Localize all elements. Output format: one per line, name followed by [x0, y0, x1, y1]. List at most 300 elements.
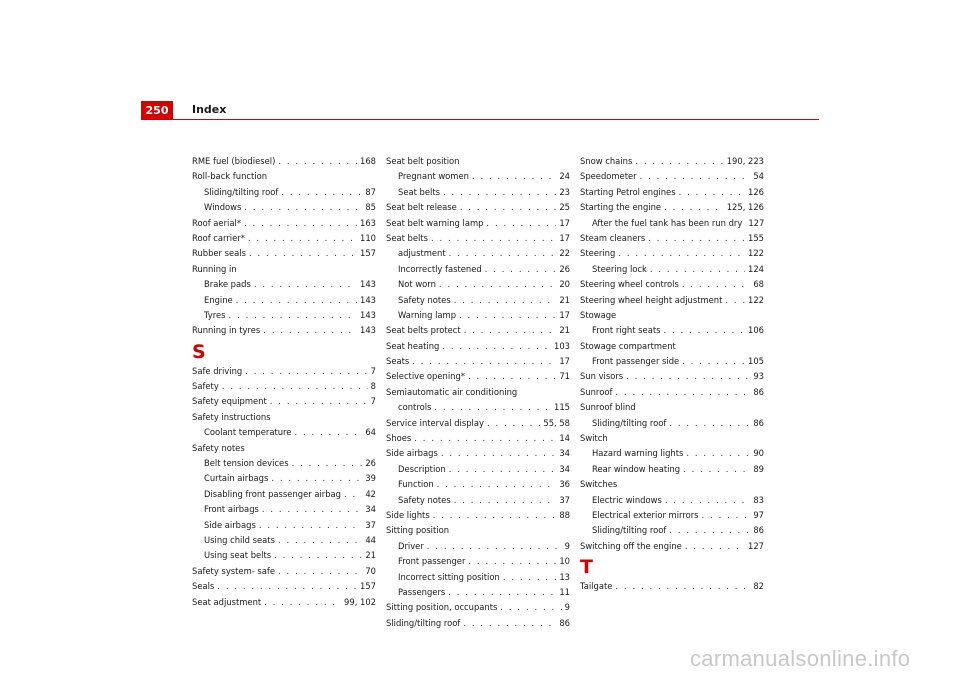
dot-leader [725, 293, 745, 308]
dot-leader [292, 456, 363, 471]
dot-leader [500, 600, 561, 615]
index-page-ref: 68 [753, 279, 764, 290]
index-entry [386, 323, 570, 338]
index-page-ref: 7 [370, 365, 376, 376]
dot-leader [222, 379, 368, 394]
index-entry [192, 379, 376, 394]
index-term: Roof aerial* [192, 217, 242, 228]
page-number: 250 [145, 103, 169, 117]
index-entry [192, 308, 376, 323]
index-page-ref: 17 [559, 356, 570, 367]
index-page-ref: 89 [753, 463, 764, 474]
index-term: Hazard warning lights [592, 448, 684, 459]
index-term: Steering wheel height adjustment [580, 294, 723, 305]
index-page-ref: 82 [753, 581, 764, 592]
index-entry [192, 471, 376, 486]
index-page-ref: 127 [748, 540, 764, 551]
index-entry [580, 169, 764, 184]
index-entry [386, 539, 570, 554]
index-entry [580, 246, 764, 261]
dot-leader [229, 308, 357, 323]
index-page-ref: 87 [365, 186, 376, 197]
dot-leader [278, 533, 362, 548]
index-page-ref: 34 [365, 504, 376, 515]
index-page-ref: 143 [360, 309, 376, 320]
index-entry [580, 431, 764, 446]
index-entry [580, 385, 764, 400]
index-entry [386, 308, 570, 323]
index-term: Running in tyres [192, 325, 261, 336]
index-page-ref: 21 [559, 294, 570, 305]
index-entry [386, 231, 570, 246]
index-entry [386, 493, 570, 508]
index-term: Rear window heating [592, 463, 681, 474]
index-term: Stowage compartment [580, 340, 676, 351]
index-entry [192, 154, 376, 169]
index-term: Sunroof [580, 386, 613, 397]
index-term: Semiautomatic air conditioning [386, 386, 518, 397]
dot-leader [682, 277, 751, 292]
index-term: Running in [192, 263, 237, 274]
index-page-ref: 25 [559, 202, 570, 213]
index-term: Speedometer [580, 171, 637, 182]
index-page-ref: 126 [748, 186, 764, 197]
index-page-ref: 11 [559, 586, 570, 597]
index-entry [192, 323, 376, 338]
dot-leader [264, 595, 341, 610]
dot-leader [441, 446, 557, 461]
dot-leader [468, 369, 556, 384]
dot-leader [464, 323, 557, 338]
index-entry [192, 533, 376, 548]
index-entry [386, 216, 570, 231]
dot-leader [431, 231, 556, 246]
index-term: Not worn [398, 279, 436, 290]
index-term: Using seat belts [204, 550, 272, 561]
dot-leader [439, 277, 556, 292]
index-column-3 [580, 154, 764, 595]
index-term: Description [398, 463, 446, 474]
index-page-ref: 37 [559, 494, 570, 505]
dot-leader [615, 579, 750, 594]
index-term: Sitting position [386, 525, 449, 536]
index-page-ref: 7 [370, 396, 376, 407]
index-term: Curtain airbags [204, 473, 269, 484]
watermark: carmanualsonline.info [690, 646, 911, 671]
dot-leader [669, 523, 750, 538]
index-term: Starting Petrol engines [580, 186, 676, 197]
index-term: Side lights [386, 509, 430, 520]
index-entry [192, 246, 376, 261]
index-entry [386, 200, 570, 215]
index-page-ref: 88 [559, 509, 570, 520]
dot-leader [437, 477, 557, 492]
index-term: Pregnant women [398, 171, 469, 182]
dot-leader [615, 385, 750, 400]
index-page-ref: 86 [753, 386, 764, 397]
index-page-ref: 14 [559, 433, 570, 444]
index-term: Sunroof blind [580, 402, 636, 413]
index-term: Safe driving [192, 365, 243, 376]
index-page-ref: 44 [365, 534, 376, 545]
index-term: Steam cleaners [580, 232, 646, 243]
index-entry [386, 354, 570, 369]
index-page-ref: 17 [559, 309, 570, 320]
index-term: Steering [580, 248, 616, 259]
index-page-ref: 125, 126 [726, 202, 764, 213]
dot-leader [682, 354, 745, 369]
index-entry [386, 262, 570, 277]
index-entry [386, 154, 570, 169]
dot-leader [274, 548, 362, 563]
index-term: After the fuel tank has been run dry [592, 217, 743, 228]
index-page-ref: 90 [753, 448, 764, 459]
index-term: Driver [398, 540, 424, 551]
index-term: controls [398, 402, 432, 413]
dot-leader [454, 493, 557, 508]
index-page-ref: 8 [370, 381, 376, 392]
index-page-ref: 13 [559, 571, 570, 582]
index-entry [386, 570, 570, 585]
dot-leader [648, 231, 745, 246]
dot-leader [217, 579, 357, 594]
index-page-ref: 9 [564, 602, 570, 613]
index-entry [192, 364, 376, 379]
index-term: Sliding/tilting roof [386, 617, 461, 628]
index-page-ref: 163 [360, 217, 376, 228]
index-entry [580, 508, 764, 523]
index-entry [386, 246, 570, 261]
index-term: Switch [580, 433, 608, 444]
index-entry [580, 446, 764, 461]
dot-leader [459, 308, 556, 323]
index-entry [580, 462, 764, 477]
dot-leader [449, 246, 557, 261]
index-entry [192, 425, 376, 440]
index-page-ref: 93 [753, 371, 764, 382]
index-page-ref: 190, 223 [726, 156, 764, 166]
index-term: Windows [204, 202, 242, 213]
dot-leader [468, 554, 556, 569]
index-page-ref: 55, 58 [543, 417, 570, 428]
index-entry [580, 200, 764, 215]
dot-leader [254, 277, 357, 292]
index-entry [192, 169, 376, 184]
index-page-ref: 22 [559, 248, 570, 259]
index-term: Front passenger side [592, 356, 680, 367]
index-term: Front right seats [592, 325, 661, 336]
index-entry [386, 339, 570, 354]
index-term: Steering lock [592, 263, 647, 274]
dot-leader [294, 425, 362, 440]
dot-leader [262, 502, 362, 517]
index-entry [386, 477, 570, 492]
index-term: Rubber seals [192, 248, 246, 259]
index-page-ref: 143 [360, 294, 376, 305]
index-page-ref: 106 [748, 325, 764, 336]
index-page-ref: 127 [748, 217, 764, 228]
dot-leader [626, 369, 750, 384]
index-term: Belt tension devices [204, 458, 289, 469]
index-entry [386, 446, 570, 461]
dot-leader [650, 262, 745, 277]
index-page-ref: 122 [748, 248, 764, 259]
index-term: Sitting position, occupants [386, 602, 498, 613]
index-entry [192, 293, 376, 308]
index-entry [386, 400, 570, 415]
index-entry [192, 441, 376, 456]
dot-leader [248, 231, 357, 246]
index-entry [580, 477, 764, 492]
index-term: Safety notes [398, 294, 451, 305]
index-term: Stowage [580, 309, 617, 320]
index-section-letter: S [192, 340, 206, 363]
index-entry [192, 200, 376, 215]
index-term: Selective opening* [386, 371, 465, 382]
index-page-ref: 20 [559, 279, 570, 290]
index-page-ref: 86 [753, 525, 764, 536]
index-page-ref: 9 [564, 540, 570, 551]
index-term: Seat belts [386, 232, 428, 243]
index-term: Seat belt warning lamp [386, 217, 484, 228]
index-page-ref: 168 [360, 156, 376, 166]
index-term: Seats [386, 356, 410, 367]
index-page-ref: 34 [559, 448, 570, 459]
dot-leader [236, 293, 357, 308]
dot-leader [244, 216, 357, 231]
index-entry [580, 539, 764, 554]
index-term: adjustment [398, 248, 446, 259]
index-entry [580, 400, 764, 415]
index-term: Tailgate [580, 581, 613, 592]
index-term: Disabling front passenger airbag [204, 488, 341, 499]
index-entry [386, 600, 570, 615]
index-page-ref: 122 [748, 294, 764, 305]
index-term: Switching off the engine [580, 540, 682, 551]
index-entry [192, 518, 376, 533]
index-term: Switches [580, 479, 618, 490]
index-entry [580, 579, 764, 594]
index-entry [386, 169, 570, 184]
index-term: Seat heating [386, 340, 440, 351]
index-entry [192, 548, 376, 563]
dot-leader [665, 493, 750, 508]
index-page-ref: 71 [559, 371, 570, 382]
index-entry [192, 487, 376, 502]
index-term: Sliding/tilting roof [592, 417, 667, 428]
dot-leader [503, 570, 557, 585]
index-entry [386, 185, 570, 200]
index-entry [192, 564, 376, 579]
dot-leader [664, 200, 724, 215]
index-term: Seat belt position [386, 156, 460, 166]
dot-leader [463, 616, 556, 631]
index-term: Front airbags [204, 504, 259, 515]
index-entry [192, 216, 376, 231]
index-term: Safety notes [398, 494, 451, 505]
index-page-ref: 99, 102 [344, 596, 376, 607]
index-page-ref: 155 [748, 232, 764, 243]
index-term: Engine [204, 294, 233, 305]
index-term: Function [398, 479, 434, 490]
dot-leader [281, 185, 362, 200]
index-section-letter: T [580, 556, 593, 579]
page-title: Index [192, 103, 227, 116]
index-term: Roof carrier* [192, 232, 245, 243]
index-term: Service interval display [386, 417, 484, 428]
dot-leader [460, 200, 557, 215]
index-term: Side airbags [204, 519, 256, 530]
index-entry [580, 277, 764, 292]
index-entry [580, 416, 764, 431]
dot-leader [344, 487, 362, 502]
index-term: Snow chains [580, 156, 633, 166]
index-entry [192, 231, 376, 246]
index-term: Safety instructions [192, 411, 271, 422]
index-entry [192, 595, 376, 610]
index-page-ref: 115 [554, 402, 570, 413]
index-term: Brake pads [204, 279, 251, 290]
index-page-ref: 97 [753, 509, 764, 520]
dot-leader [685, 539, 745, 554]
index-entry [386, 416, 570, 431]
dot-leader [663, 323, 745, 338]
index-page-ref: 21 [365, 550, 376, 561]
index-entry [580, 185, 764, 200]
dot-leader [259, 518, 363, 533]
dot-leader [686, 446, 750, 461]
dot-leader [278, 564, 362, 579]
index-entry [386, 585, 570, 600]
index-entry [192, 456, 376, 471]
index-page-ref: 157 [360, 581, 376, 592]
dot-leader [679, 185, 745, 200]
index-term: Starting the engine [580, 202, 662, 213]
index-term: Electrical exterior mirrors [592, 509, 699, 520]
dot-leader [414, 431, 556, 446]
index-term: Seat belts [398, 186, 440, 197]
index-entry [386, 616, 570, 631]
index-page-ref: 23 [559, 186, 570, 197]
index-entry [386, 462, 570, 477]
index-page-ref: 24 [559, 171, 570, 182]
index-term: Incorrectly fastened [398, 263, 482, 274]
index-entry [192, 394, 376, 409]
index-entry [192, 410, 376, 425]
index-page-ref: 110 [360, 232, 376, 243]
index-term: RME fuel (biodiesel) [192, 156, 276, 166]
index-term: Front passenger [398, 556, 466, 567]
index-term: Shoes [386, 433, 412, 444]
index-entry [386, 523, 570, 538]
index-page-ref: 86 [559, 617, 570, 628]
dot-leader [618, 246, 745, 261]
index-entry [580, 323, 764, 338]
index-page-ref: 37 [365, 519, 376, 530]
index-term: Safety equipment [192, 396, 267, 407]
index-term: Passengers [398, 586, 446, 597]
dot-leader [472, 169, 556, 184]
index-term: Using child seats [204, 534, 275, 545]
index-entry [386, 277, 570, 292]
index-page-ref: 85 [365, 202, 376, 213]
dot-leader [442, 339, 551, 354]
index-term: Electric windows [592, 494, 662, 505]
dot-leader [454, 293, 557, 308]
index-page-ref: 10 [559, 556, 570, 567]
index-term: Coolant temperature [204, 427, 292, 438]
index-term: Seat belt release [386, 202, 457, 213]
dot-leader [448, 585, 556, 600]
dot-leader [245, 364, 367, 379]
dot-leader [278, 154, 357, 169]
index-page-ref: 105 [748, 356, 764, 367]
index-entry [386, 431, 570, 446]
index-page-ref: 70 [365, 565, 376, 576]
index-entry [386, 385, 570, 400]
index-term: Roll-back function [192, 171, 268, 182]
index-entry [192, 277, 376, 292]
dot-leader [487, 416, 540, 431]
index-term: Warning lamp [398, 309, 457, 320]
index-entry [386, 554, 570, 569]
index-page-ref: 86 [753, 417, 764, 428]
index-page-ref: 36 [559, 479, 570, 490]
page-number-badge [141, 101, 173, 119]
index-page-ref: 83 [753, 494, 764, 505]
index-term: Steering wheel controls [580, 279, 679, 290]
index-entry [192, 262, 376, 277]
dot-leader [244, 200, 362, 215]
index-page-ref: 34 [559, 463, 570, 474]
index-page-ref: 143 [360, 325, 376, 336]
index-column-2 [386, 154, 570, 631]
index-entry [386, 293, 570, 308]
index-entry [192, 502, 376, 517]
index-term: Sliding/tilting roof [592, 525, 667, 536]
dot-leader [486, 216, 556, 231]
index-term: Seals [192, 581, 215, 592]
index-page-ref: 26 [559, 263, 570, 274]
index-term: Tyres [204, 309, 226, 320]
index-entry [580, 354, 764, 369]
index-entry [580, 308, 764, 323]
index-page-ref: 143 [360, 279, 376, 290]
dot-leader [449, 462, 557, 477]
index-page-ref: 103 [554, 340, 570, 351]
index-term: Side airbags [386, 448, 438, 459]
dot-leader [702, 508, 751, 523]
index-entry [580, 154, 764, 169]
dot-leader [433, 508, 557, 523]
dot-leader [427, 539, 562, 554]
index-page-ref: 17 [559, 232, 570, 243]
index-entry [580, 216, 764, 231]
dot-leader [270, 394, 368, 409]
index-column-1 [192, 154, 376, 610]
dot-leader [271, 471, 362, 486]
index-term: Safety [192, 381, 219, 392]
index-entry [580, 339, 764, 354]
index-entry [580, 523, 764, 538]
index-entry [580, 369, 764, 384]
index-page-ref: 64 [365, 427, 376, 438]
dot-leader [263, 323, 357, 338]
index-entry [386, 508, 570, 523]
dot-leader [249, 246, 357, 261]
index-entry [580, 231, 764, 246]
index-term: Sun visors [580, 371, 624, 382]
